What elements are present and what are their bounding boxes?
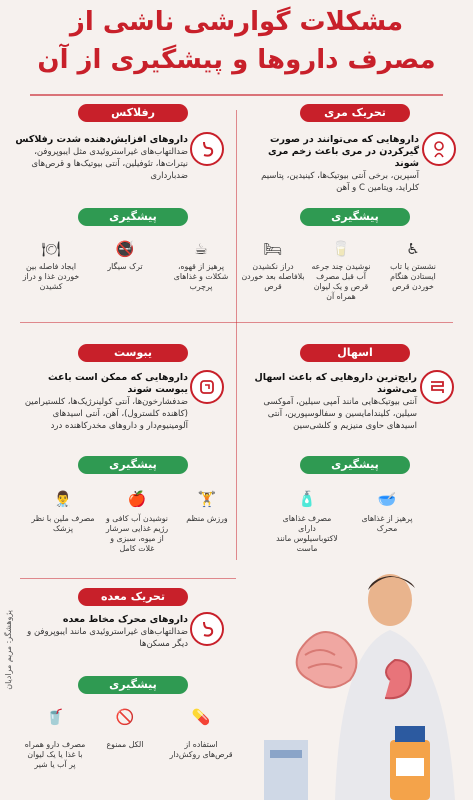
constipation-prev-1: ورزش منظم	[186, 514, 228, 523]
bowl-icon: 🥣	[377, 490, 397, 508]
reflux-prev-3: ایجاد فاصله بین خوردن غذا و دراز کشیدن	[22, 262, 80, 291]
sitting-person-icon: ♿	[406, 240, 420, 258]
constipation-bold: داروهایی که ممکن است باعث یبوست شوند	[47, 372, 188, 395]
stomach-icon	[190, 132, 224, 166]
title-line-1: مشکلات گوارشی ناشی از	[69, 7, 404, 37]
title-divider	[30, 94, 443, 96]
credit-text: پژوهشگر: مریم مرادیان	[4, 610, 13, 690]
stomach-prevention-title: پیشگیری	[78, 676, 188, 694]
constipation-prev-2: نوشیدن آب کافی و رژیم غذایی سرشار از میوه، سبزی و غلات کامل	[105, 514, 169, 553]
exercise-icon: 🏋	[197, 490, 217, 508]
row-divider-1	[20, 322, 453, 323]
stomach-prev-1: استفاده از قرص‌های روکش‌دار	[169, 740, 233, 759]
diarrhea-prev-1: پرهیز از غذاهای محرک	[361, 514, 413, 533]
constipation-prevention-title: پیشگیری	[78, 456, 188, 474]
stomach-title: تحریک معده	[78, 588, 188, 606]
reflux-prevention-title: پیشگیری	[78, 208, 188, 226]
glass-water-icon: 🥤	[45, 708, 65, 726]
diarrhea-text: آنتی بیوتیک‌هایی مانند آمپی سیلین، آموکسی سیلین، کلیندامایسین و سفالوسپورین، آنتی اسیدهای حاوی منیزیم و کلشی‌سین	[263, 397, 417, 431]
probiotic-icon: 🧴	[297, 490, 317, 508]
person-eating-icon: 🍽	[41, 240, 61, 258]
esophagus-bold: داروهایی که می‌توانند در صورت گیرکردن در مری باعث زخم مری شوند	[267, 134, 419, 169]
intestine-icon	[420, 370, 454, 404]
water-glass-icon: 🥛	[331, 240, 351, 258]
center-divider	[236, 110, 237, 560]
no-alcohol-icon: 🚫	[115, 708, 135, 726]
diarrhea-title: اسهال	[300, 344, 410, 362]
esophagus-prev-3: دراز نکشیدن بلافاصله بعد خوردن قرص	[241, 262, 305, 291]
reflux-description	[14, 134, 188, 182]
no-smoking-icon: 🚭	[115, 240, 135, 258]
stomach-text: ضدالتهاب‌های غیراستروئیدی مانند ایبوپروفن و دیگر مسکن‌ها	[27, 627, 188, 649]
esophagus-prev-1: نشستن یا تاب ایستادن هنگام خوردن قرص	[390, 262, 436, 291]
reflux-prev-1: پرهیز از قهوه، شکلات و غذاهای پرچرب	[173, 262, 229, 291]
row-divider-2	[20, 578, 236, 579]
esophagus-title: تحریک مری	[300, 104, 410, 122]
stomach-irritation-icon	[190, 612, 224, 646]
constipation-text: ضدفشارخون‌ها، آنتی کولینرژیک‌ها، کلستیرامین (کاهنده کلسترول)، آهن، آنتی اسیدهای آلومینیوم‌دار و داروهای مخدرکاهنده درد	[24, 397, 188, 431]
diarrhea-prev-2: مصرف غذاهای دارای لاکتوباسیلوس مانند ماست	[276, 514, 338, 553]
title-line-2: مصرف داروها و پیشگیری از آن	[37, 45, 436, 75]
constipation-prev-3: مصرف ملین با نظر پزشک	[31, 514, 95, 533]
colon-icon	[190, 370, 224, 404]
constipation-title: یبوست	[78, 344, 188, 362]
stomach-description	[14, 614, 188, 650]
coffee-icon: ☕	[194, 240, 208, 258]
esophagus-description	[245, 134, 419, 194]
stomach-prev-3: مصرف دارو همراه با غذا یا یک لیوان پر آب یا شیر	[24, 740, 86, 769]
stomach-prev-2: الکل ممنوع	[106, 740, 144, 749]
stomach-bold: داروهای محرک مخاط معده	[62, 614, 188, 625]
diarrhea-bold: رایج‌ترین داروهایی که باعث اسهال می‌شوند	[254, 372, 417, 395]
person-stomach-ache-illustration	[240, 560, 470, 800]
throat-icon	[422, 132, 456, 166]
fruit-icon: 🍎	[127, 490, 147, 508]
esophagus-text: آسپرین، برخی آنتی بیوتیک‌ها، کینیدین، پتاسیم کلراید، ویتامین C و آهن	[261, 171, 419, 193]
esophagus-prev-2: نوشیدن چند جرعه آب قبل مصرف قرص و یک لیوان همراه آن	[311, 262, 371, 301]
reflux-prev-2: ترک سیگار	[107, 262, 143, 271]
pill-box-icon: 💊	[191, 708, 211, 726]
esophagus-prevention-title: پیشگیری	[300, 208, 410, 226]
reflux-title: رفلاکس	[78, 104, 188, 122]
doctor-icon: 👨‍⚕	[53, 490, 73, 508]
reflux-bold: داروهای افزایش‌دهنده شدت رفلاکس	[15, 134, 188, 145]
constipation-description	[12, 372, 188, 432]
diarrhea-prevention-title: پیشگیری	[300, 456, 410, 474]
reflux-text: ضدالتهاب‌های غیراستروئیدی مثل ایبوپروفن، نیترات‌ها، تئوفیلین، آنتی بیوتیک‌ها و قرص‌های ضدبارداری	[31, 147, 188, 181]
bed-icon: 🛏	[263, 240, 283, 258]
diarrhea-description	[245, 372, 417, 432]
